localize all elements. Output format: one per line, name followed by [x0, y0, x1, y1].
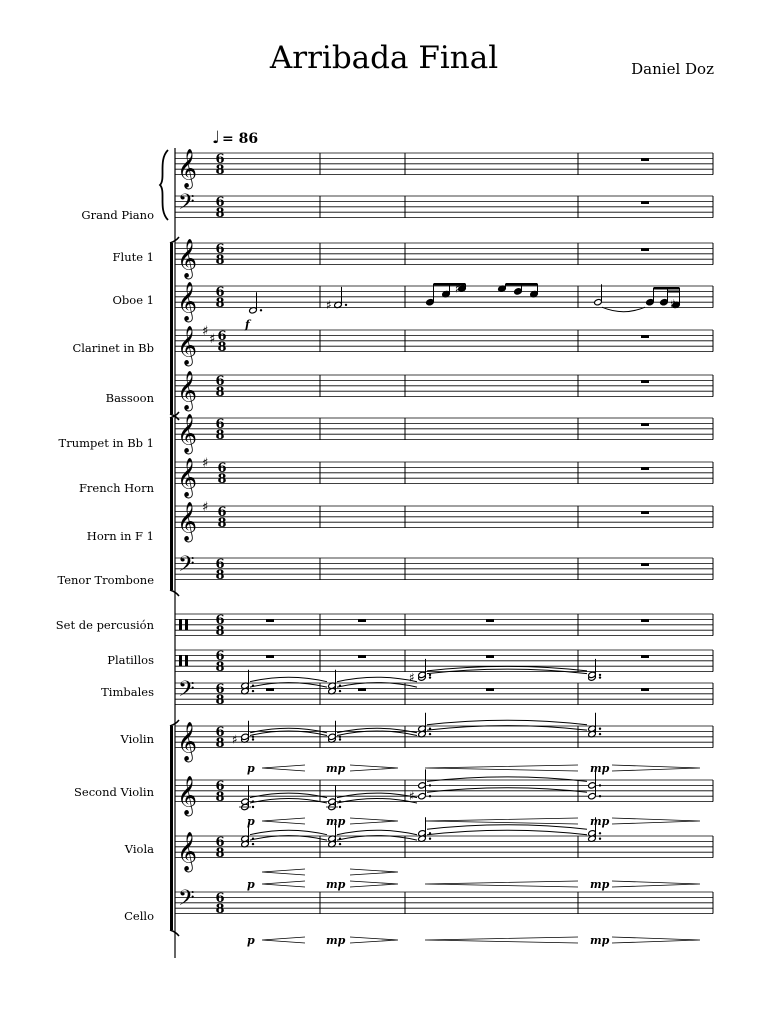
whole-rest [486, 619, 494, 622]
staff [175, 190, 713, 221]
instrument-label-bassoon: Bassoon [105, 391, 154, 405]
tie [427, 777, 587, 782]
note-head [514, 288, 523, 295]
augmentation-dot [339, 738, 341, 740]
crescendo-hairpin [425, 818, 578, 824]
treble-clef-icon: 𝄞 [177, 501, 198, 542]
decrescendo-hairpin [612, 765, 700, 771]
augmentation-dot [599, 676, 601, 678]
whole-rest [641, 467, 649, 470]
time-signature-bottom: 8 [215, 253, 225, 268]
bass-clef-icon: 𝄢 [178, 886, 195, 916]
sharp-icon: ♯ [409, 670, 415, 685]
dynamic-mp: mp [590, 762, 610, 775]
sharp-icon: ♯ [670, 296, 676, 311]
dynamic-mp: mp [326, 934, 346, 947]
dynamic-mp: mp [590, 934, 610, 947]
whole-rest [641, 619, 649, 622]
dynamic-p: p [247, 878, 255, 891]
tie [427, 825, 587, 830]
note-head [646, 299, 655, 306]
instrument-label-viola: Viola [124, 842, 154, 856]
staff [175, 613, 713, 639]
time-signature-top: 6 [217, 461, 227, 476]
whole-rest [641, 158, 649, 161]
beam [668, 291, 680, 293]
treble-clef-icon: 𝄞 [177, 831, 198, 872]
whole-rest [266, 655, 274, 658]
instrument-label-grand-piano: Grand Piano [81, 208, 154, 222]
bass-clef-icon: 𝄢 [178, 190, 195, 220]
treble-clef-icon: 𝄞 [177, 457, 198, 498]
decrescendo-hairpin [350, 937, 398, 943]
time-signature-bottom: 8 [215, 428, 225, 443]
instrument-label-cello: Cello [124, 909, 154, 923]
percussion-clef-icon [185, 655, 188, 666]
whole-rest [641, 688, 649, 691]
instrument-label-violin: Violin [120, 732, 154, 746]
decrescendo-hairpin [350, 869, 398, 875]
treble-clef-icon: 𝄞 [177, 370, 198, 411]
note-head [660, 299, 669, 306]
note-head [588, 793, 597, 800]
dynamic-p: p [247, 815, 255, 828]
staff [175, 649, 713, 675]
score-title: Arribada Final [269, 40, 499, 76]
staff [175, 324, 713, 367]
decrescendo-hairpin [350, 765, 398, 771]
instrument-label-timbales: Timbales [101, 685, 154, 699]
whole-rest [641, 655, 649, 658]
crescendo-hairpin [262, 869, 305, 875]
augmentation-dot [260, 309, 262, 311]
whole-rest [266, 688, 274, 691]
time-signature-top: 6 [215, 242, 225, 257]
instrument-label-clarinet-in-bb: Clarinet in Bb [72, 341, 154, 355]
sharp-icon: ♯ [455, 281, 461, 296]
sharp-icon: ♯ [202, 324, 209, 339]
whole-rest [486, 655, 494, 658]
augmentation-dot [339, 843, 341, 845]
dynamic-p: p [247, 934, 255, 947]
beam [654, 287, 680, 290]
tie [250, 677, 327, 682]
instrument-label-second-violin: Second Violin [74, 785, 154, 799]
augmentation-dot [429, 676, 431, 678]
bracket [170, 726, 173, 930]
whole-rest [358, 655, 366, 658]
crescendo-hairpin [425, 937, 578, 943]
tie [250, 830, 327, 835]
whole-rest [358, 688, 366, 691]
time-signature-top: 6 [215, 725, 225, 740]
crescendo-hairpin [262, 818, 305, 824]
time-signature-top: 6 [215, 891, 225, 906]
note-head [594, 299, 603, 306]
time-signature-bottom: 8 [217, 340, 227, 355]
augmentation-dot [599, 733, 601, 735]
time-signature-top: 6 [215, 374, 225, 389]
beam [506, 283, 538, 286]
dynamic-f: f [245, 318, 250, 331]
sharp-icon: ♯ [202, 456, 209, 471]
dynamic-mp: mp [590, 815, 610, 828]
time-signature-bottom: 8 [215, 568, 225, 583]
whole-rest [266, 619, 274, 622]
time-signature-bottom: 8 [215, 660, 225, 675]
time-signature-top: 6 [217, 329, 227, 344]
augmentation-dot [599, 838, 601, 840]
staff [175, 282, 713, 323]
dynamic-mp: mp [326, 878, 346, 891]
treble-clef-icon: 𝄞 [177, 413, 198, 454]
sharp-icon: ♯ [409, 789, 415, 804]
whole-rest [641, 423, 649, 426]
time-signature-top: 6 [215, 779, 225, 794]
staff [175, 149, 713, 190]
augmentation-dot [429, 784, 431, 786]
dynamic-mp: mp [326, 815, 346, 828]
dynamic-p: p [247, 762, 255, 775]
instrument-label-horn-in-f-1: Horn in F 1 [86, 529, 154, 543]
time-signature-bottom: 8 [217, 472, 227, 487]
augmentation-dot [429, 795, 431, 797]
tempo-value: = 86 [222, 131, 259, 147]
instrument-label-trumpet-in-bb-1: Trumpet in Bb 1 [58, 436, 154, 450]
sharp-icon: ♯ [232, 732, 238, 747]
piano-brace [160, 150, 168, 220]
decrescendo-hairpin [350, 881, 398, 887]
note-head [418, 793, 427, 800]
crescendo-hairpin [425, 881, 578, 887]
composer-name: Daniel Doz [631, 60, 714, 78]
time-signature-top: 6 [215, 682, 225, 697]
bass-clef-icon: 𝄢 [178, 677, 195, 707]
instrument-label-platillos: Platillos [107, 653, 154, 667]
decrescendo-hairpin [612, 937, 700, 943]
treble-clef-icon: 𝄞 [177, 721, 198, 762]
whole-rest [641, 563, 649, 566]
staff [175, 239, 713, 280]
treble-clef-icon: 𝄞 [177, 281, 198, 322]
time-signature-top: 6 [215, 152, 225, 167]
time-signature-bottom: 8 [215, 790, 225, 805]
instrument-label-french-horn: French Horn [78, 481, 154, 495]
treble-clef-icon: 𝄞 [177, 148, 198, 189]
time-signature-top: 6 [215, 285, 225, 300]
time-signature-bottom: 8 [215, 902, 225, 917]
time-signature-bottom: 8 [217, 516, 227, 531]
whole-rest [358, 619, 366, 622]
treble-clef-icon: 𝄞 [177, 325, 198, 366]
augmentation-dot [429, 733, 431, 735]
dynamic-mp: mp [326, 762, 346, 775]
percussion-clef-icon [179, 619, 182, 630]
time-signature-top: 6 [215, 649, 225, 664]
staff [175, 500, 713, 543]
whole-rest [641, 380, 649, 383]
whole-rest [486, 688, 494, 691]
bracket [170, 243, 173, 414]
crescendo-hairpin [262, 881, 305, 887]
time-signature-top: 6 [215, 835, 225, 850]
augmentation-dot [599, 728, 601, 730]
augmentation-dot [429, 674, 431, 676]
whole-rest [641, 248, 649, 251]
instrument-label-tenor-trombone: Tenor Trombone [57, 573, 154, 587]
quarter-note-icon: ♩ [212, 128, 221, 148]
staff [175, 552, 713, 583]
augmentation-dot [599, 674, 601, 676]
staff [175, 722, 713, 763]
sharp-icon: ♯ [202, 500, 209, 515]
notation [232, 158, 700, 947]
time-signature-bottom: 8 [215, 736, 225, 751]
note-head [588, 782, 597, 789]
augmentation-dot [252, 806, 254, 808]
augmentation-dot [599, 795, 601, 797]
instrument-label-flute-1: Flute 1 [112, 250, 154, 264]
tie [337, 677, 417, 682]
instrument-label-set-de-percusion: Set de percusión [55, 618, 154, 632]
tie [250, 799, 327, 804]
treble-clef-icon: 𝄞 [177, 775, 198, 816]
augmentation-dot [339, 736, 341, 738]
augmentation-dot [345, 304, 347, 306]
tie [427, 788, 587, 793]
augmentation-dot [429, 838, 431, 840]
crescendo-hairpin [262, 937, 305, 943]
time-signature-bottom: 8 [215, 206, 225, 221]
percussion-clef-icon [179, 655, 182, 666]
crescendo-hairpin [425, 765, 578, 771]
time-signature-top: 6 [215, 613, 225, 628]
dynamic-mp: mp [590, 878, 610, 891]
augmentation-dot [339, 690, 341, 692]
instrument-labels [56, 208, 155, 923]
time-signature-bottom: 8 [215, 296, 225, 311]
instrument-label-oboe-1: Oboe 1 [112, 293, 154, 307]
decrescendo-hairpin [612, 881, 700, 887]
time-signature-bottom: 8 [215, 385, 225, 400]
time-signature-bottom: 8 [215, 624, 225, 639]
staff [175, 677, 713, 708]
augmentation-dot [252, 738, 254, 740]
note-head [418, 782, 427, 789]
time-signature-bottom: 8 [215, 163, 225, 178]
augmentation-dot [599, 784, 601, 786]
whole-rest [641, 335, 649, 338]
bracket [170, 418, 173, 590]
tie [427, 830, 587, 835]
bass-clef-icon: 𝄢 [178, 552, 195, 582]
sharp-icon: ♯ [209, 332, 216, 348]
whole-rest [641, 511, 649, 514]
note-head [426, 299, 435, 306]
augmentation-dot [599, 832, 601, 834]
sharp-icon: ♯ [326, 297, 332, 312]
time-signature-top: 6 [217, 505, 227, 520]
staff [175, 886, 713, 917]
tie [427, 720, 587, 725]
tie [337, 830, 417, 835]
whole-rest [641, 201, 649, 204]
augmentation-dot [252, 843, 254, 845]
augmentation-dot [252, 736, 254, 738]
staff [175, 371, 713, 412]
augmentation-dot [252, 690, 254, 692]
staff [175, 414, 713, 455]
staff [175, 456, 713, 499]
treble-clef-icon: 𝄞 [177, 238, 198, 279]
augmentation-dot [339, 806, 341, 808]
staff [175, 832, 713, 873]
decrescendo-hairpin [612, 818, 700, 824]
decrescendo-hairpin [350, 818, 398, 824]
tie [250, 793, 327, 798]
time-signature-top: 6 [215, 557, 225, 572]
percussion-clef-icon [185, 619, 188, 630]
time-signature-bottom: 8 [215, 693, 225, 708]
crescendo-hairpin [262, 765, 305, 771]
time-signature-top: 6 [215, 417, 225, 432]
time-signature-bottom: 8 [215, 846, 225, 861]
time-signature-top: 6 [215, 195, 225, 210]
